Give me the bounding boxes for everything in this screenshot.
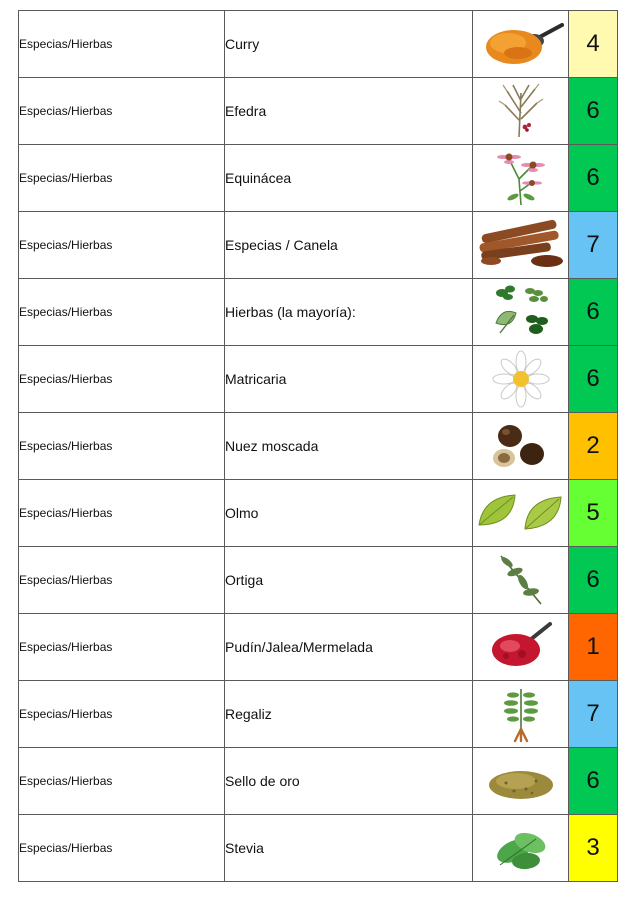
table-row <box>19 480 618 547</box>
image-cell <box>473 547 569 614</box>
item-name-cell: Curry <box>225 11 473 78</box>
cinnamon-sticks-icon <box>475 219 567 271</box>
stevia-leaves-icon <box>490 821 552 875</box>
item-name-cell: Ortiga <box>225 547 473 614</box>
image-cell <box>473 11 569 78</box>
item-name-cell: Matricaria <box>225 346 473 413</box>
item-name-cell: Especias / Canela <box>225 212 473 279</box>
image-cell <box>473 279 569 346</box>
table-row <box>19 681 618 748</box>
category-cell: Especias/Hierbas <box>19 815 225 882</box>
jam-spoon-icon <box>488 620 554 674</box>
value-cell: 5 <box>569 480 618 547</box>
item-name-cell: Stevia <box>225 815 473 882</box>
item-name-cell: Hierbas (la mayoría): <box>225 279 473 346</box>
image-cell <box>473 480 569 547</box>
item-name-cell: Equinácea <box>225 145 473 212</box>
item-name-cell: Olmo <box>225 480 473 547</box>
category-cell: Especias/Hierbas <box>19 614 225 681</box>
value-cell: 7 <box>569 212 618 279</box>
value-cell: 2 <box>569 413 618 480</box>
herbs-icon <box>488 283 554 341</box>
table-row <box>19 413 618 480</box>
category-cell: Especias/Hierbas <box>19 346 225 413</box>
value-cell: 6 <box>569 346 618 413</box>
table-row <box>19 614 618 681</box>
value-cell: 6 <box>569 748 618 815</box>
image-cell <box>473 614 569 681</box>
licorice-plant-icon <box>493 685 549 743</box>
goldenseal-powder-icon <box>486 759 556 803</box>
category-cell: Especias/Hierbas <box>19 11 225 78</box>
value-cell: 6 <box>569 78 618 145</box>
item-name-cell: Regaliz <box>225 681 473 748</box>
table-row <box>19 145 618 212</box>
nutmeg-icon <box>486 422 556 470</box>
table-row <box>19 346 618 413</box>
image-cell <box>473 681 569 748</box>
category-cell: Especias/Hierbas <box>19 279 225 346</box>
chamomile-flower-icon <box>490 350 552 408</box>
category-cell: Especias/Hierbas <box>19 681 225 748</box>
table-row <box>19 547 618 614</box>
nettle-icon <box>491 552 551 608</box>
item-name-cell: Nuez moscada <box>225 413 473 480</box>
item-name-cell: Sello de oro <box>225 748 473 815</box>
value-cell: 6 <box>569 547 618 614</box>
category-cell: Especias/Hierbas <box>19 413 225 480</box>
item-name-cell: Pudín/Jalea/Mermelada <box>225 614 473 681</box>
value-cell: 6 <box>569 145 618 212</box>
image-cell <box>473 815 569 882</box>
value-cell: 4 <box>569 11 618 78</box>
table-row <box>19 212 618 279</box>
category-cell: Especias/Hierbas <box>19 748 225 815</box>
category-cell: Especias/Hierbas <box>19 145 225 212</box>
category-cell: Especias/Hierbas <box>19 547 225 614</box>
item-name-cell: Efedra <box>225 78 473 145</box>
image-cell <box>473 413 569 480</box>
category-cell: Especias/Hierbas <box>19 480 225 547</box>
table-body <box>19 11 618 882</box>
ephedra-plant-icon <box>491 83 551 139</box>
value-cell: 3 <box>569 815 618 882</box>
image-cell <box>473 212 569 279</box>
image-cell <box>473 78 569 145</box>
food-value-table <box>18 10 618 882</box>
value-cell: 6 <box>569 279 618 346</box>
table-row <box>19 748 618 815</box>
value-cell: 7 <box>569 681 618 748</box>
elm-leaf-icon <box>475 491 567 535</box>
table-row <box>19 11 618 78</box>
table-row <box>19 78 618 145</box>
image-cell <box>473 748 569 815</box>
category-cell: Especias/Hierbas <box>19 78 225 145</box>
table-row <box>19 279 618 346</box>
table-row <box>19 815 618 882</box>
category-cell: Especias/Hierbas <box>19 212 225 279</box>
image-cell <box>473 346 569 413</box>
echinacea-flower-icon <box>491 149 551 207</box>
curry-powder-icon <box>478 19 564 69</box>
value-cell: 1 <box>569 614 618 681</box>
image-cell <box>473 145 569 212</box>
